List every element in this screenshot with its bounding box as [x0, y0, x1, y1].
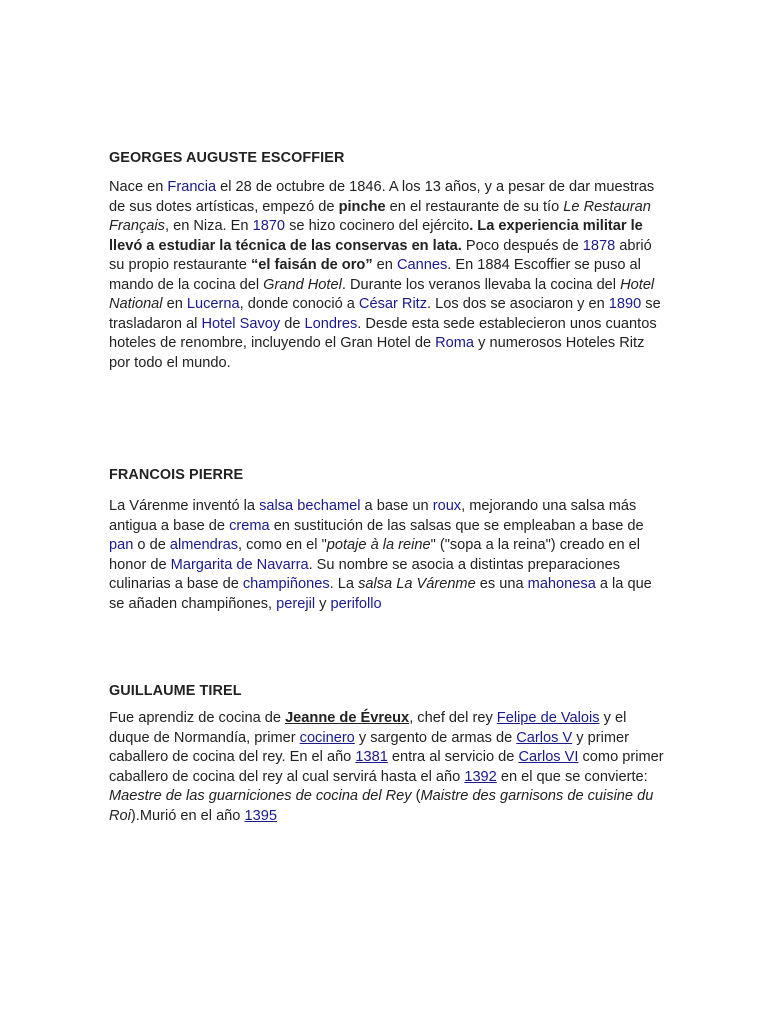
inline-link[interactable]: Hotel Savoy	[201, 315, 281, 332]
body-text: en sustitución de las salsas que se empleaban a base de	[269, 517, 644, 534]
inline-link[interactable]: pan	[109, 537, 134, 553]
section-escoffier	[109, 149, 669, 373]
body-text: en el restaurante de su tío	[385, 198, 564, 215]
body-text: . Su nombre se asocia a distintas preparaciones culinarias a base de	[109, 556, 621, 592]
inline-link[interactable]: perejil	[276, 595, 316, 612]
body-text: " ("sopa a la reina") creado en el honor de	[109, 537, 641, 573]
body-text: . Los dos se asociaron y en	[427, 296, 609, 312]
body-text: o de	[133, 537, 170, 553]
italic-text: Maistre des garnisons de cuisine du Roi	[109, 788, 654, 824]
body-text: se hizo cocinero del ejército	[285, 218, 470, 234]
body-text: es una	[475, 576, 528, 592]
section-body	[109, 709, 669, 826]
body-text: a base un	[360, 498, 433, 514]
bold-text: “el faisán de oro”	[250, 257, 373, 273]
body-text: , en Niza. En	[164, 218, 253, 234]
body-text: (	[411, 788, 421, 804]
body-text: Poco después de	[461, 237, 583, 254]
body-text: en el que se convierte:	[496, 768, 648, 785]
body-text: y	[315, 595, 331, 612]
body-text: . La	[329, 576, 359, 592]
inline-link[interactable]: 1890	[608, 296, 642, 312]
inline-link[interactable]: 1870	[252, 218, 286, 234]
section-title: FRANCOIS PIERRE	[109, 467, 244, 483]
section-guillaume-tirel	[109, 682, 669, 826]
inline-link[interactable]: César Ritz	[358, 296, 428, 312]
inline-link[interactable]: crema	[229, 517, 270, 534]
inline-link[interactable]: salsa bechamel	[259, 498, 361, 514]
body-text: , donde conoció a	[239, 296, 359, 312]
body-text: . Desde esta sede establecieron unos cuantos hoteles de renombre, incluyendo el Gran Hotel de	[109, 315, 657, 351]
section-francois-pierre	[109, 466, 669, 614]
italic-text: Hotel National	[109, 276, 655, 312]
inline-link[interactable]: Margarita de Navarra	[170, 556, 309, 573]
inline-link[interactable]: Felipe de Valois	[496, 710, 600, 726]
inline-link[interactable]: Londres	[304, 315, 358, 332]
italic-text: Grand Hotel	[263, 276, 342, 293]
body-text: como primer caballero de cocina del rey al cual servirá hasta el año	[109, 749, 664, 785]
section-body	[109, 497, 669, 614]
italic-text: salsa La Várenme	[358, 576, 476, 592]
inline-link[interactable]: Cannes	[396, 257, 448, 273]
inline-link[interactable]: 1395	[244, 807, 277, 824]
inline-link[interactable]: Francia	[167, 179, 217, 195]
inline-link[interactable]: champiñones	[242, 576, 330, 592]
inline-link[interactable]: 1878	[582, 237, 616, 254]
body-text: La Várenme inventó la	[109, 498, 260, 514]
body-text: . En 1884 Escoffier se puso al mando de la cocina del	[109, 257, 641, 293]
body-text: , mejorando una salsa más antigua a base de	[109, 498, 637, 534]
body-text: , chef del rey	[409, 710, 497, 726]
bold-text: Jeanne de Évreux	[285, 710, 410, 726]
body-text: Fue aprendiz de cocina de	[109, 710, 286, 726]
body-text: el 28 de octubre de 1846. A los 13 años, y a pesar de dar muestras de sus dotes artísticas, empezó de	[109, 179, 655, 215]
inline-link[interactable]: mahonesa	[527, 576, 596, 592]
body-text: Nace en	[109, 179, 168, 195]
inline-link[interactable]: Carlos V	[516, 729, 573, 746]
body-text: y sargento de armas de	[354, 729, 517, 746]
inline-link[interactable]: almendras	[169, 537, 239, 553]
bold-text: . La experiencia militar le llevó a estudiar la técnica de las conservas en lata.	[109, 218, 643, 254]
body-text: de	[280, 315, 305, 332]
inline-link[interactable]: Lucerna	[186, 296, 240, 312]
section-title: GUILLAUME TIREL	[109, 683, 242, 699]
body-text: ).Murió en el año	[130, 807, 245, 824]
section-title: GEORGES AUGUSTE ESCOFFIER	[109, 150, 345, 166]
body-text: y el duque de Normandía, primer	[109, 710, 627, 746]
body-text: y primer caballero de cocina del rey. En el año	[109, 729, 629, 765]
body-text: entra al servicio de	[387, 749, 519, 765]
inline-link[interactable]: roux	[432, 498, 462, 514]
inline-link[interactable]: Roma	[435, 335, 475, 351]
body-text: y numerosos Hoteles Ritz por todo el mundo.	[109, 335, 645, 371]
section-body	[109, 178, 669, 373]
inline-link[interactable]: Carlos VI	[518, 749, 579, 765]
body-text: abrió su propio restaurante	[109, 237, 652, 273]
body-text: en	[372, 257, 397, 273]
inline-link[interactable]: perifollo	[330, 595, 382, 612]
inline-link[interactable]: 1392	[464, 768, 497, 785]
bold-text: pinche	[338, 198, 386, 215]
italic-text: Maestre de las guarniciones de cocina del Rey	[109, 788, 412, 804]
body-text: a la que se añaden champiñones,	[109, 576, 652, 612]
inline-link[interactable]: 1381	[355, 749, 388, 765]
body-text: . Durante los veranos llevaba la cocina del	[341, 276, 621, 293]
italic-text: Le Restauran Français	[109, 198, 651, 234]
body-text: , como en el "	[238, 537, 327, 553]
inline-link[interactable]: cocinero	[299, 729, 355, 746]
body-text: se trasladaron al	[109, 296, 661, 332]
body-text: en	[162, 296, 187, 312]
italic-text: potaje à la reine	[326, 537, 431, 553]
